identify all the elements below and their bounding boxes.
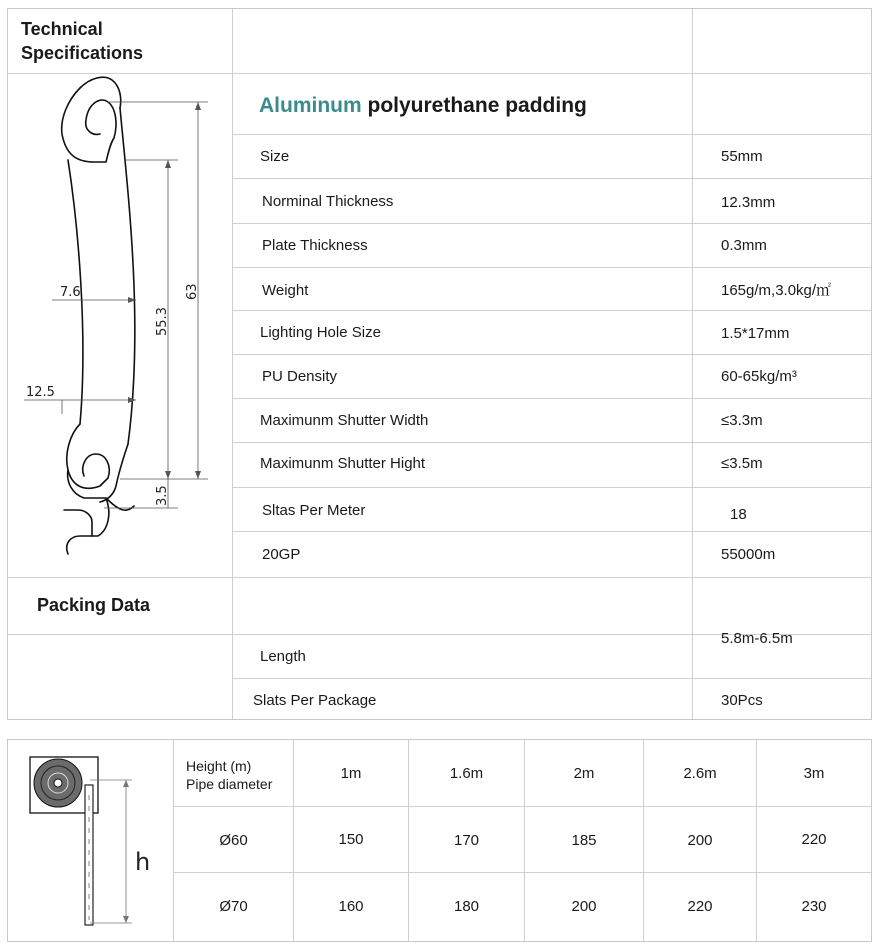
table-cell: 200 — [687, 832, 713, 849]
spec-value: 18 — [730, 506, 747, 523]
height-header: 2.6m — [683, 765, 717, 782]
spec-label: Plate Thickness — [262, 237, 368, 254]
section-title-line2: Specifications — [21, 43, 144, 63]
table-cell: 170 — [453, 832, 480, 849]
grid-line — [232, 73, 871, 74]
spec-value: 165g/m,3.0kg/㎡ — [721, 282, 832, 299]
spec-label: 20GP — [262, 546, 301, 563]
grid-line — [232, 9, 233, 719]
length-label: Length — [260, 648, 306, 665]
table-cell: 230 — [801, 898, 827, 915]
spec-value: 12.3mm — [721, 194, 776, 211]
height-header: 3m — [803, 765, 825, 782]
grid-line — [232, 134, 871, 135]
height-header: 2m — [573, 765, 595, 782]
grid-line — [232, 442, 871, 443]
grid-line — [232, 223, 871, 224]
spec-value: ≤3.5m — [721, 455, 763, 472]
header-height: Height (m) — [186, 758, 252, 774]
grid-line — [232, 678, 871, 679]
spec-label: Lighting Hole Size — [260, 324, 381, 341]
table-cell: 220 — [687, 898, 713, 915]
table-cell: 180 — [453, 898, 480, 915]
slat-profile-drawing — [8, 74, 232, 577]
spec-label: Maximunm Shutter Hight — [260, 455, 426, 472]
dimension-label: 63 — [185, 283, 200, 300]
grid-line — [173, 806, 871, 807]
length-value: 5.8m-6.5m — [721, 630, 793, 647]
spec-label: Sltas Per Meter — [262, 502, 366, 519]
spec-value: 55000m — [721, 546, 776, 563]
slats-value: 30Pcs — [721, 692, 763, 709]
grid-line — [692, 9, 693, 719]
spec-value: ≤3.3m — [721, 412, 763, 429]
section-title — [21, 17, 143, 65]
grid-line — [232, 487, 871, 488]
table-cell: 160 — [338, 898, 364, 915]
grid-line — [232, 178, 871, 179]
section-title-line1: Technical — [21, 19, 103, 39]
grid-line — [232, 267, 871, 268]
slat-outline — [62, 77, 135, 554]
spec-label: PU Density — [262, 368, 338, 385]
spec-label: Maximunm Shutter Width — [260, 412, 429, 429]
pipe-diameter: Ø70 — [219, 898, 248, 915]
grid-line — [232, 531, 871, 532]
dimension-label: 3.5 — [155, 485, 170, 506]
spec-value: 1.5*17mm — [721, 325, 790, 342]
spec-label: Norminal Thickness — [262, 193, 394, 210]
dimension-label: 12.5 — [26, 385, 55, 400]
product-headline — [259, 94, 587, 118]
product-accent: Aluminum — [259, 94, 362, 117]
slats-label: Slats Per Package — [253, 692, 377, 709]
spec-value: 55mm — [721, 148, 763, 165]
pipe-diameter: Ø60 — [219, 832, 248, 849]
table-cell: 200 — [571, 898, 597, 915]
product-name: polyurethane padding — [367, 94, 587, 117]
height-header: 1m — [340, 765, 362, 782]
grid-line — [232, 398, 871, 399]
grid-line — [232, 354, 871, 355]
grid-line — [8, 577, 871, 578]
roller-shutter-drawing — [8, 740, 173, 941]
spec-label: Size — [260, 148, 290, 165]
grid-line — [232, 310, 871, 311]
dimension-label: 7.6 — [60, 285, 81, 300]
spec-value: 60-65kg/m³ — [721, 368, 797, 385]
table-cell: 185 — [571, 832, 597, 849]
header-pipe: Pipe diameter — [186, 776, 273, 792]
grid-line — [173, 872, 871, 873]
table-cell: 220 — [801, 831, 827, 848]
height-symbol: h — [135, 848, 151, 876]
spec-value: 0.3mm — [721, 237, 767, 254]
spec-label: Weight — [262, 282, 309, 299]
height-header: 1.6m — [449, 765, 484, 782]
dimension-lines — [24, 102, 208, 508]
packing-title: Packing Data — [37, 595, 151, 615]
dimension-label: 55.3 — [155, 307, 170, 336]
table-corner-header — [186, 757, 272, 793]
table-cell: 150 — [338, 831, 364, 848]
